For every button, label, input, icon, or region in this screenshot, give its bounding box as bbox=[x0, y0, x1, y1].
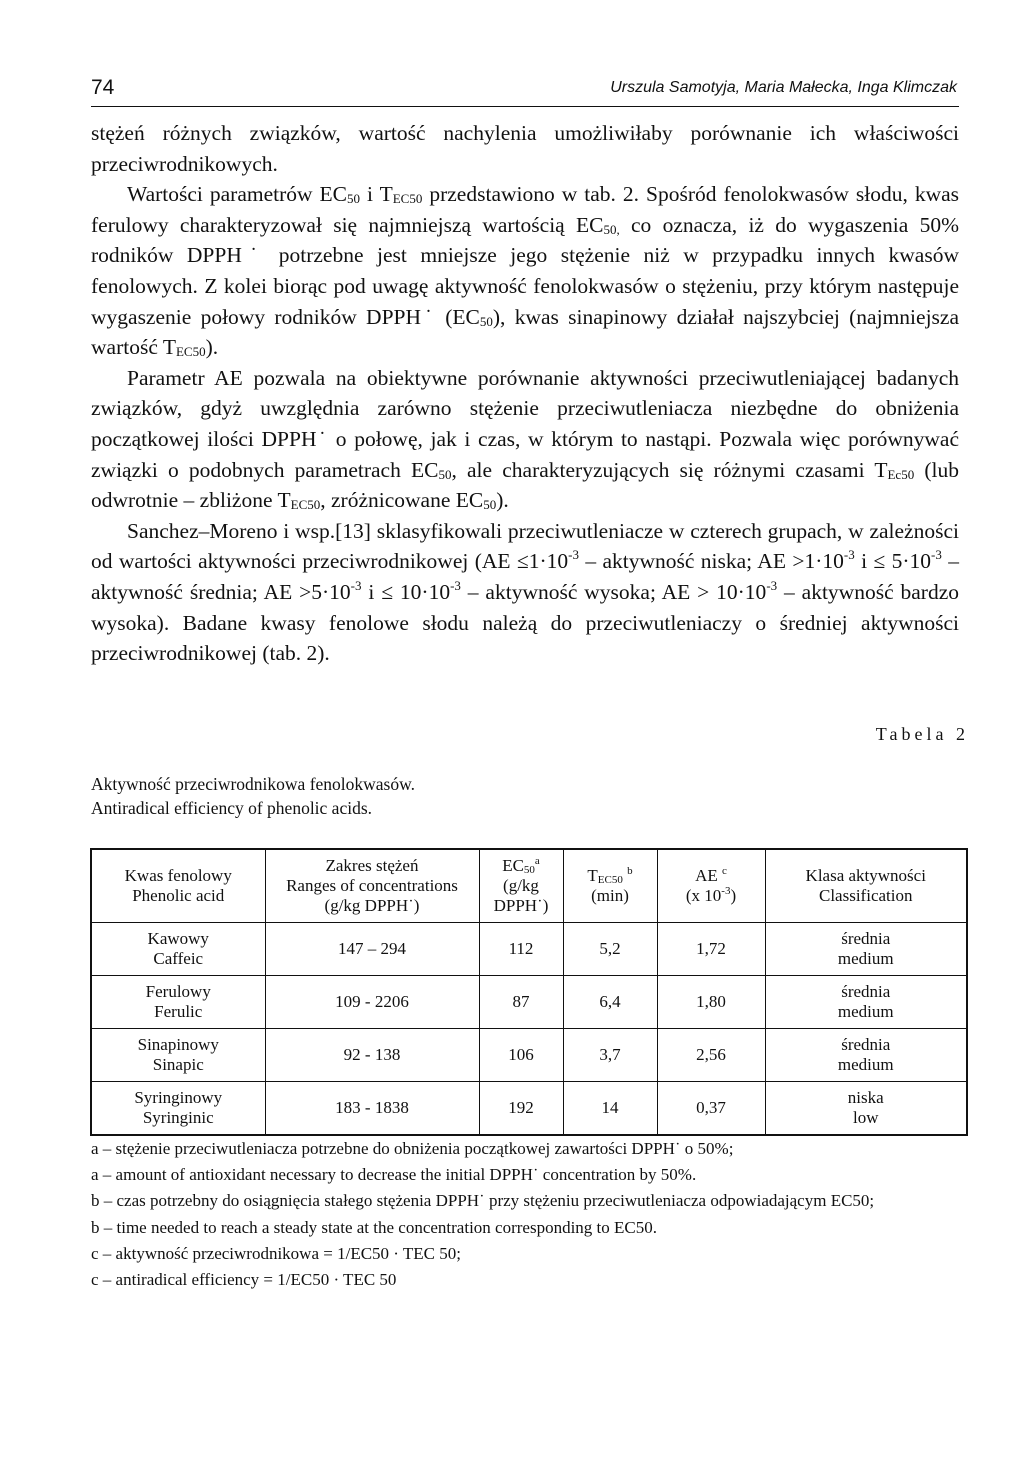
footnote-a-polish: a – stężenie przeciwutleniacza potrzebne do obniżenia początkowej zawartości DPPH˙ o 50%; bbox=[91, 1139, 734, 1158]
cell-ec50: 192 bbox=[479, 1082, 563, 1136]
table-row-syringinic bbox=[91, 1082, 967, 1136]
footnote-b-polish: b – czas potrzebny do osiągnięcia stałego stężenia DPPH˙ przy stężeniu przeciwutleniacza odpowiadającym EC50; bbox=[91, 1191, 875, 1211]
cell-ae: 1,72 bbox=[657, 923, 765, 976]
cell-acid: Syringinowy Syringinic bbox=[91, 1082, 265, 1136]
table-footnotes bbox=[91, 1136, 959, 1293]
antiradical-efficiency-table bbox=[90, 848, 968, 1136]
cell-class: średnia medium bbox=[765, 923, 967, 976]
cell-tec50: 14 bbox=[563, 1082, 657, 1136]
body-text bbox=[91, 118, 959, 669]
cell-acid: Ferulowy Ferulic bbox=[91, 976, 265, 1029]
cell-range: 92 - 138 bbox=[265, 1029, 479, 1082]
footnote-c-english: c – antiradical efficiency = 1/EC50 · TEC 50 bbox=[91, 1270, 397, 1290]
cell-class: niska low bbox=[765, 1082, 967, 1136]
paragraph-3: Parametr AE pozwala na obiektywne porównanie aktywności przeciwutleniającej badanych związków, gdyż uwzględnia zarówno stężenie przeciwutleniacza niezbędne do obniżenia początkowej ilości DPPH˙ o połowę, jak i czas, w którym to nastąpi. Pozwala więc porównywać związki o podobnych parametrach $EC_{50}$, ale charakteryzujących się różnymi czasami $T_{Ec50}$ (lub odwrotnie – zbliżone $T_{EC50}$, zróżnicowane $EC_{50}$). bbox=[91, 365, 959, 513]
footnote-a-english: a – amount of antioxidant necessary to decrease the initial DPPH˙ concentration by 50%. bbox=[91, 1165, 697, 1185]
paragraph-4: Sanchez–Moreno i wsp.[13] sklasyfikowali przeciwutleniacze w czterech grupach, w zależności od wartości aktywności przeciwrodnikowej ($AE \le 1\cdot 10^{-3}$ – aktywność niska; AE $>1\cdot 10^{-3}$ $i \le 5\cdot 10^{-3}$ – aktywność średnia; AE $>5\cdot 10^{-3}$ $i \le 10\cdot 10^{-3}$ – aktywność wysoka; AE > $10\cdot 10^{-3}$ – aktywność bardzo wysoka). Badane kwasy fenolowe słodu należą do przeciwutleniaczy o średniej aktywności przeciwrodnikowej (tab. 2). bbox=[91, 518, 959, 666]
table-row-caffeic bbox=[91, 923, 967, 976]
header-ec50: $EC_{50}^a$ (g/kg DPPH˙) bbox=[479, 849, 563, 923]
cell-class: średnia medium bbox=[765, 976, 967, 1029]
cell-ae: 1,80 bbox=[657, 976, 765, 1029]
cell-ec50: 87 bbox=[479, 976, 563, 1029]
cell-tec50: 6,4 bbox=[563, 976, 657, 1029]
paragraph-2: Wartości parametrów $EC_{50}$ i $T_{EC50}$ przedstawiono w tab. 2. Spośród fenolokwasów słodu, kwas ferulowy charakteryzował się najmniejszą wartością $EC_{50,}$ co oznacza, iż do wygaszenia 50% rodników DPPH˙ potrzebne jest mniejsze jego stężenie niż w przypadku innych kwasów fenolowych. Z kolei biorąc pod uwagę aktywność fenolokwasów o stężeniu, przy którym następuje wygaszenie połowy rodników DPPH˙ $(EC_{50})$, kwas sinapinowy działał najszybciej (najmniejsza wartość $T_{EC50}$). bbox=[91, 182, 960, 360]
header-classification: Klasa aktywności Classification bbox=[765, 849, 967, 923]
cell-ae: 2,56 bbox=[657, 1029, 765, 1082]
cell-ec50: 106 bbox=[479, 1029, 563, 1082]
footnote-b-english: b – time needed to reach a steady state at the concentration corresponding to EC50. bbox=[91, 1217, 657, 1237]
page-header bbox=[91, 76, 959, 107]
cell-range: 147 – 294 bbox=[265, 923, 479, 976]
table-header-row bbox=[91, 849, 967, 923]
header-tec50: $T_{EC50}$ $^b$ (min) bbox=[563, 849, 657, 923]
cell-range: 109 - 2206 bbox=[265, 976, 479, 1029]
running-head-authors: Urszula Samotyja, Maria Małecka, Inga Klimczak bbox=[610, 79, 957, 96]
header-phenolic-acid: Kwas fenolowy Phenolic acid bbox=[91, 849, 265, 923]
table-row-sinapic bbox=[91, 1029, 967, 1082]
cell-class: średnia medium bbox=[765, 1029, 967, 1082]
caption-english: Antiradical efficiency of phenolic acids. bbox=[91, 798, 373, 818]
cell-tec50: 3,7 bbox=[563, 1029, 657, 1082]
caption-polish: Aktywność przeciwrodnikowa fenolokwasów. bbox=[91, 774, 415, 794]
paragraph-1: stężeń różnych związków, wartość nachylenia umożliwiłaby porównanie ich właściwości przeciwrodnikowych. bbox=[91, 121, 959, 176]
table-label: Tabela 2 bbox=[875, 724, 969, 744]
cell-tec50: 5,2 bbox=[563, 923, 657, 976]
cell-acid: Kawowy Caffeic bbox=[91, 923, 265, 976]
table-caption bbox=[91, 772, 415, 820]
header-concentration-range: Zakres stężeń Ranges of concentrations (g/kg DPPH˙) bbox=[265, 849, 479, 923]
header-ae: AE $^c$ (x $10^{-3}$) bbox=[657, 849, 765, 923]
cell-acid: Sinapinowy Sinapic bbox=[91, 1029, 265, 1082]
cell-range: 183 - 1838 bbox=[265, 1082, 479, 1136]
cell-ec50: 112 bbox=[479, 923, 563, 976]
table-row-ferulic bbox=[91, 976, 967, 1029]
cell-ae: 0,37 bbox=[657, 1082, 765, 1136]
footnote-c-polish: c – aktywność przeciwrodnikowa = 1/EC50 · TEC 50; bbox=[91, 1243, 461, 1263]
page-number: 74 bbox=[91, 76, 115, 99]
